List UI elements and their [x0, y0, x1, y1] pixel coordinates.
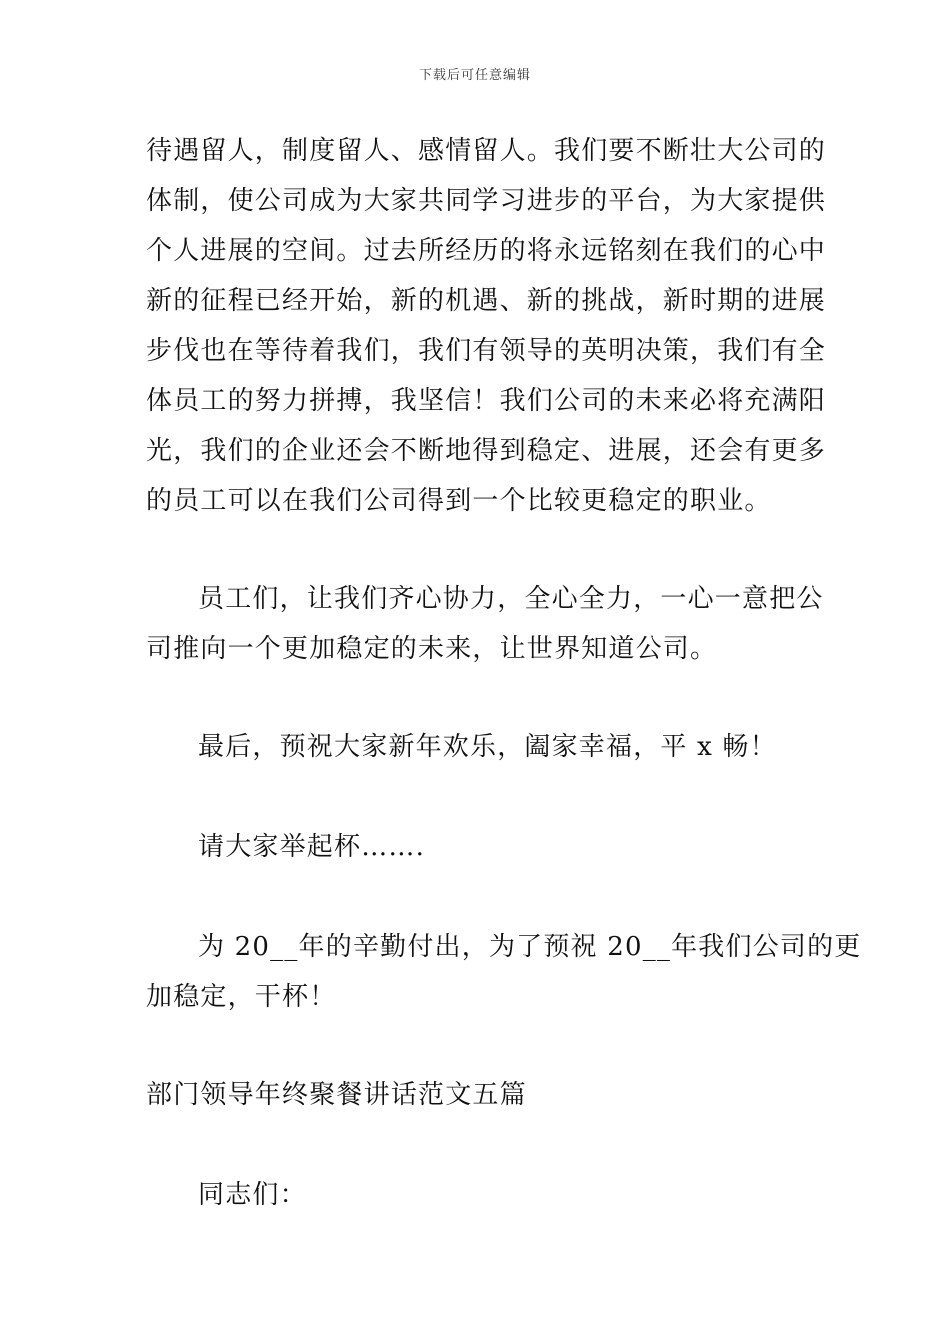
text-line: 光，我们的企业还会不断地得到稳定、进展，还会有更多 [146, 436, 827, 466]
paragraph-new-year-wishes [146, 722, 814, 772]
text-line: 请大家举起杯……. [198, 832, 426, 862]
text-line: 部门领导年终聚餐讲话范文五篇 [146, 1080, 527, 1110]
text-line: 新的征程已经开始，新的机遇、新的挑战，新时期的进展 [146, 286, 827, 316]
paragraph-raise-glass [146, 822, 814, 872]
text-line: 的员工可以在我们公司得到一个比较更稳定的职业。 [146, 486, 772, 516]
paragraph-call-to-action [146, 574, 824, 674]
section-title [146, 1070, 814, 1120]
text-line: 同志们： [198, 1180, 307, 1210]
text-line: 待遇留人，制度留人、感情留人。我们要不断壮大公司的 [146, 136, 827, 166]
text-line: 加稳定，干杯！ [146, 982, 337, 1012]
page-header: 下载后可任意编辑 [418, 68, 531, 83]
paragraph-closing-remarks [146, 126, 827, 526]
paragraph-salutation [146, 1170, 814, 1220]
text-line: 体员工的努力拼搏，我坚信！我们公司的未来必将充满阳 [146, 386, 827, 416]
text-line: 为 20__年的辛勤付出，为了预祝 20__年我们公司的更 [198, 932, 862, 962]
text-line: 个人进展的空间。过去所经历的将永远铭刻在我们的心中 [146, 236, 827, 266]
text-line: 司推向一个更加稳定的未来，让世界知道公司。 [146, 634, 718, 664]
text-line: 员工们，让我们齐心协力，全心全力，一心一意把公 [198, 584, 824, 614]
text-line: 步伐也在等待着我们，我们有领导的英明决策，我们有全 [146, 336, 827, 366]
text-line: 最后，预祝大家新年欢乐，阖家幸福，平 x 畅！ [198, 732, 777, 762]
paragraph-toast [146, 922, 862, 1022]
text-line: 体制，使公司成为大家共同学习进步的平台，为大家提供 [146, 186, 827, 216]
